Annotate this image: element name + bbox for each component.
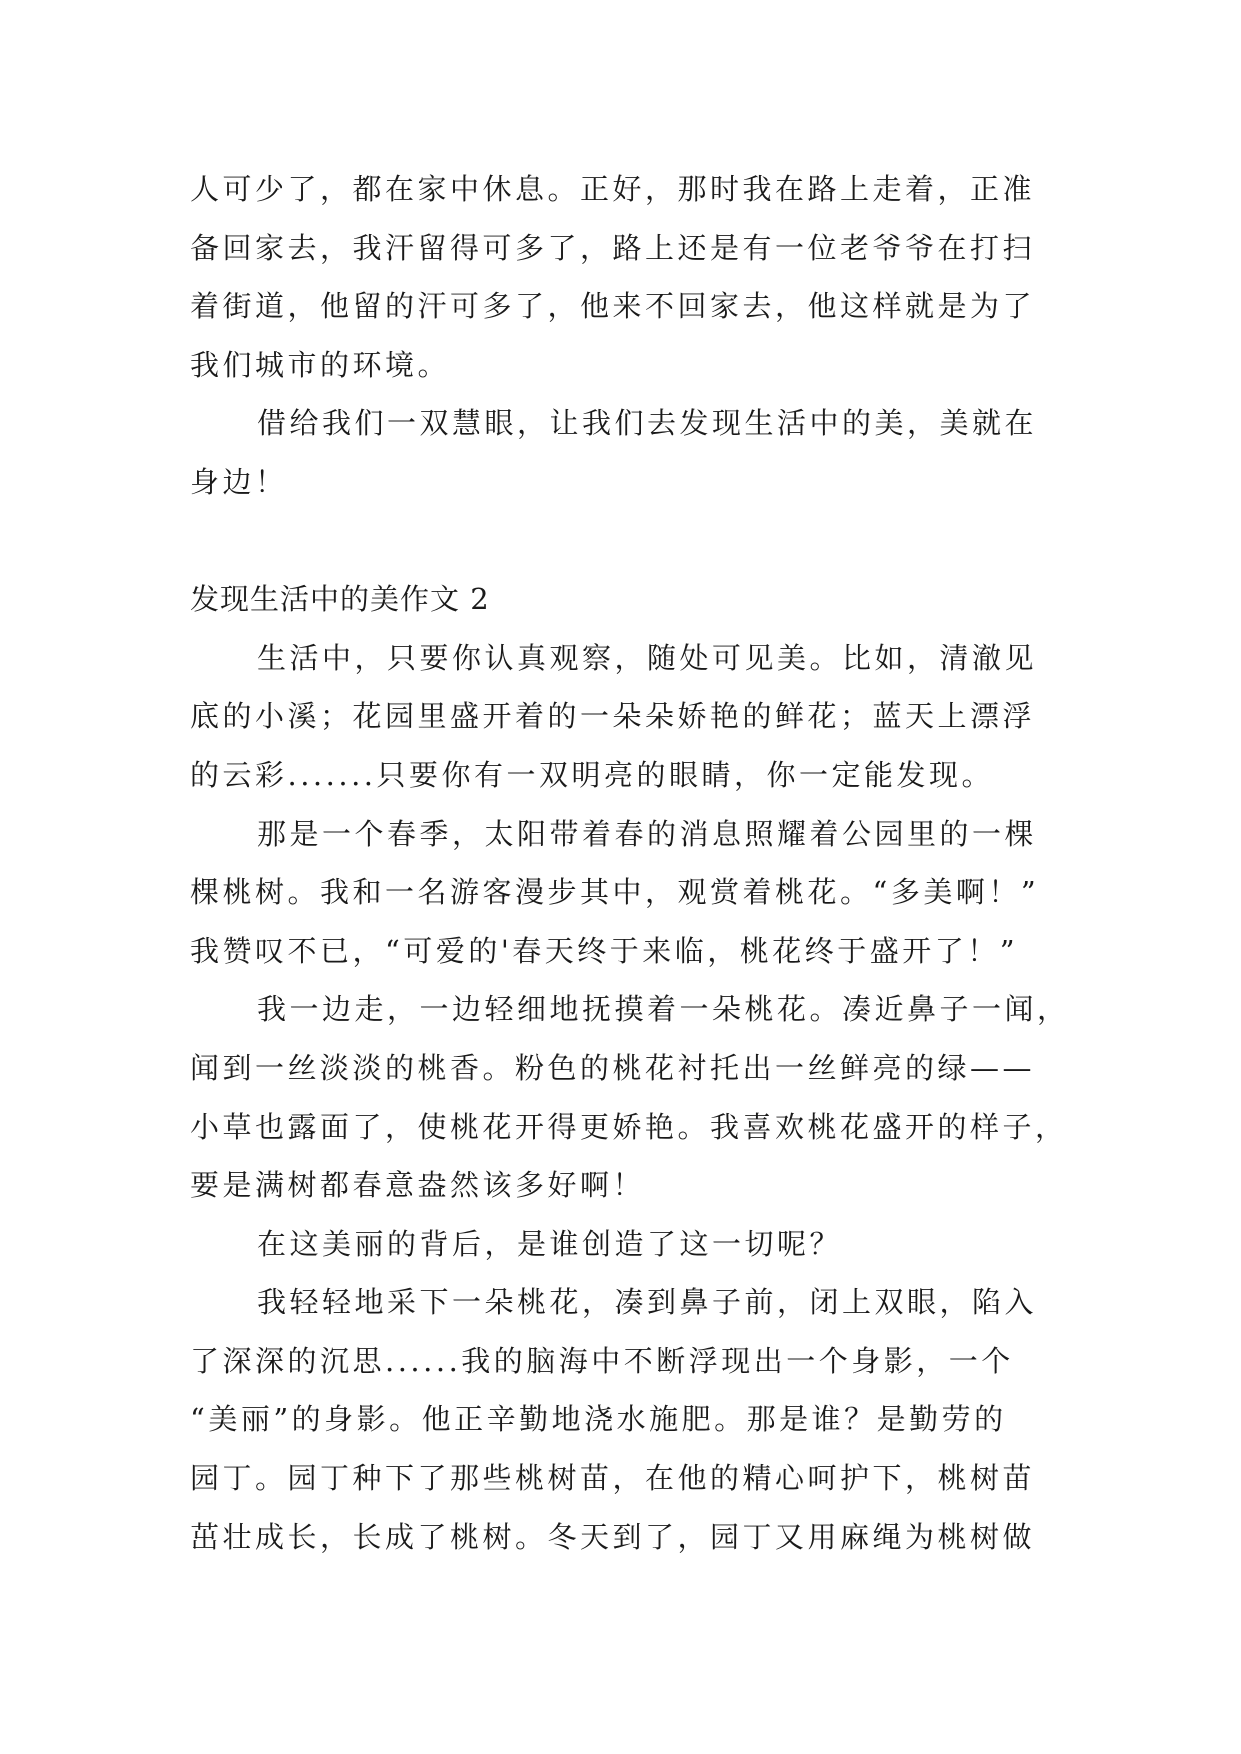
paragraph-line: 那是一个春季，太阳带着春的消息照耀着公园里的一棵	[257, 816, 1038, 851]
paragraph-line: 棵桃树。我和一名游客漫步其中，观赏着桃花。“多美啊！”	[190, 875, 1040, 910]
document-page	[190, 160, 1070, 1566]
paragraph-line: 备回家去，我汗留得可多了，路上还是有一位老爷爷在打扫	[190, 230, 1036, 265]
paragraph-line: 的云彩.......只要你有一双明亮的眼睛，你一定能发现。	[190, 757, 995, 792]
paragraph-line: 我们城市的环境。	[190, 347, 451, 382]
paragraph-line: 我轻轻地采下一朵桃花，凑到鼻子前，闭上双眼，陷入	[257, 1285, 1038, 1320]
paragraph-line: 闻到一丝淡淡的桃香。粉色的桃花衬托出一丝鲜亮的绿——	[190, 1050, 1036, 1085]
paragraph-line: 着街道，他留的汗可多了，他来不回家去，他这样就是为了	[190, 289, 1036, 324]
paragraph-line: 借给我们一双慧眼，让我们去发现生活中的美，美就在	[257, 406, 1038, 441]
paragraph-line: 要是满树都春意盎然该多好啊！	[190, 1168, 646, 1203]
paragraph-line: 我一边走，一边轻细地抚摸着一朵桃花。凑近鼻子一闻，	[257, 992, 1070, 1027]
paragraph-line: 底的小溪；花园里盛开着的一朵朵娇艳的鲜花；蓝天上漂浮	[190, 699, 1036, 734]
paragraph-line: 茁壮成长，长成了桃树。冬天到了，园丁又用麻绳为桃树做	[190, 1519, 1036, 1554]
paragraph-line: 在这美丽的背后，是谁创造了这一切呢？	[257, 1226, 843, 1261]
paragraph-gap	[190, 512, 1050, 571]
paragraph-line: 我赞叹不已，“可爱的'春天终于来临，桃花终于盛开了！”	[190, 933, 1019, 968]
paragraph-line: 小草也露面了，使桃花开得更娇艳。我喜欢桃花盛开的样子，	[190, 1109, 1068, 1144]
paragraph-line: 了深深的沉思......我的脑海中不断浮现出一个身影，一个	[190, 1343, 1014, 1378]
paragraph-line: 生活中，只要你认真观察，随处可见美。比如，清澈见	[257, 640, 1038, 675]
paragraph-line: 园丁。园丁种下了那些桃树苗，在他的精心呵护下，桃树苗	[190, 1461, 1036, 1496]
paragraph-line: 身边！	[190, 464, 288, 499]
essay-title: 发现生活中的美作文 2	[190, 582, 490, 617]
paragraph-line: “美丽”的身影。他正辛勤地浇水施肥。那是谁？是勤劳的	[190, 1402, 1007, 1437]
paragraph-line: 人可少了，都在家中休息。正好，那时我在路上走着，正准	[190, 172, 1036, 206]
